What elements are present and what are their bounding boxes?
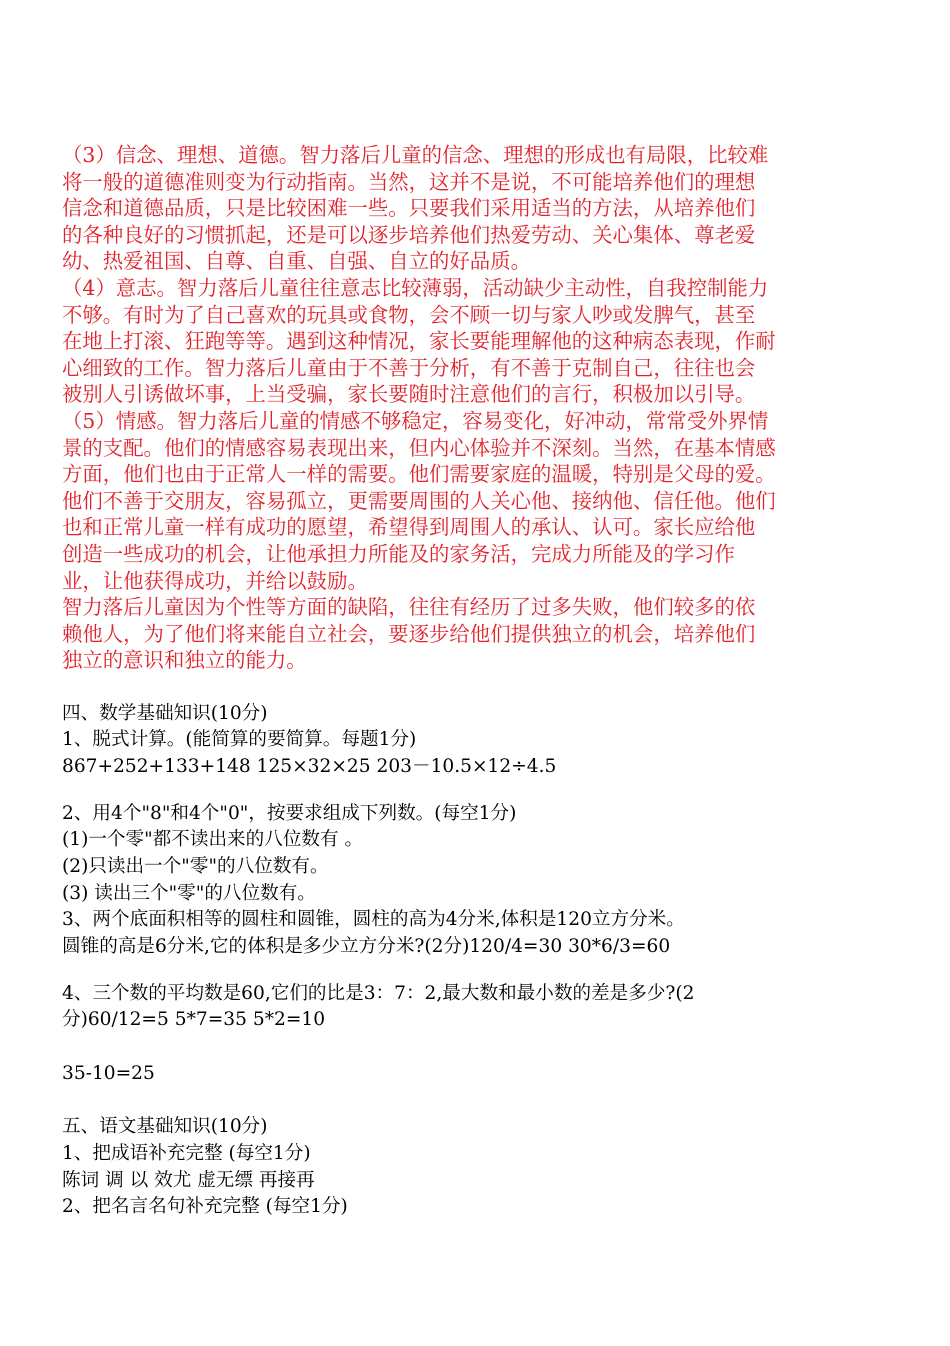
- text-line: 被别人引诱做坏事，上当受骗，家长要随时注意他们的言行，积极加以引导。: [62, 382, 756, 407]
- question-item: (1)一个零"都不读出来的八位数有 。: [62, 829, 364, 851]
- text-line: 方面，他们也由于正常人一样的需要。他们需要家庭的温暖，特别是父母的爱。: [62, 462, 776, 487]
- text-line: 智力落后儿童因为个性等方面的缺陷，往往有经历了过多失败，他们较多的依: [62, 595, 756, 620]
- text-line: 赖他人，为了他们将来能自立社会，要逐步给他们提供独立的机会，培养他们: [62, 621, 756, 646]
- text-line: （4）意志。智力落后儿童往往意志比较薄弱，活动缺少主动性，自我控制能力: [62, 275, 769, 300]
- section-heading: 五、语文基础知识(10分): [62, 1116, 268, 1138]
- text-line: （5）情感。智力落后儿童的情感不够稳定，容易变化，好冲动，常常受外界情: [62, 408, 769, 433]
- text-line: （3）信念、理想、道德。智力落后儿童的信念、理想的形成也有局限，比较难: [62, 143, 769, 167]
- question-body: 35-10=25: [62, 1062, 155, 1084]
- text-line: 心细致的工作。智力落后儿童由于不善于分析，有不善于克制自己，往往也会: [62, 355, 756, 380]
- math-section: [62, 701, 822, 1088]
- text-line: 不够。有时为了自己喜欢的玩具或食物，会不顾一切与家人吵或发脾气，甚至: [62, 302, 756, 327]
- text-line: 创造一些成功的机会，让他承担力所能及的家务活，完成力所能及的学习作: [62, 541, 735, 566]
- question-title: 2、把名言名句补充完整 (每空1分): [62, 1196, 348, 1218]
- text-line: 幼、热爱祖国、自尊、自重、自强、自立的好品质。: [62, 249, 531, 274]
- text-line: 独立的意识和独立的能力。: [62, 648, 307, 673]
- question-title: 4、三个数的平均数是60,它们的比是3：7：2,最大数和最小数的差是多少?(2: [62, 982, 695, 1004]
- question-title: 1、脱式计算。(能简算的要简算。每题1分): [62, 729, 417, 751]
- question-title: 3、两个底面积相等的圆柱和圆锥，圆柱的高为4分米,体积是120立方分米。: [62, 909, 685, 931]
- text-line: 在地上打滚、狂跑等等。遇到这种情况，家长要能理解他的这种病态表现，作耐: [62, 329, 776, 354]
- text-line: 将一般的道德准则变为行动指南。当然，这并不是说，不可能培养他们的理想: [62, 169, 756, 194]
- question-item: (3) 读出三个"零"的八位数有。: [62, 882, 316, 904]
- question-title: 1、把成语补充完整 (每空1分): [62, 1142, 311, 1164]
- text-line: 景的支配。他们的情感容易表现出来，但内心体验并不深刻。当然，在基本情感: [62, 435, 776, 460]
- question-body: 圆锥的高是6分米,它的体积是多少立方分米?(2分)120/4=30 30*6/3=60: [62, 936, 671, 958]
- text-line: 也和正常儿童一样有成功的愿望，希望得到周围人的承认、认可。家长应给他: [62, 515, 756, 540]
- question-item: (2)只读出一个"零"的八位数有。: [62, 856, 329, 877]
- question-body: 分)60/12=5 5*7=35 5*2=10: [62, 1009, 326, 1031]
- question-body: 867+252+133+148 125×32×25 203－10.5×12÷4.5: [62, 755, 557, 777]
- document-body: [62, 142, 822, 1221]
- section-heading: 四、数学基础知识(10分): [62, 702, 268, 724]
- question-body: 陈词 调 以 效尤 虚无缥 再接再: [62, 1169, 315, 1191]
- question-title: 2、用4个"8"和4个"0"，按要求组成下列数。(每空1分): [62, 802, 517, 824]
- text-line: 的各种良好的习惯抓起，还是可以逐步培养他们热爱劳动、关心集体、尊老爱: [62, 222, 756, 247]
- psychology-section: [62, 142, 822, 674]
- text-line: 他们不善于交朋友，容易孤立，更需要周围的人关心他、接纳他、信任他。他们: [62, 488, 776, 513]
- text-line: 业，让他获得成功，并给以鼓励。: [62, 568, 368, 593]
- text-line: 信念和道德品质，只是比较困难一些。只要我们采用适当的方法，从培养他们: [62, 196, 756, 221]
- chinese-section: [62, 1114, 822, 1221]
